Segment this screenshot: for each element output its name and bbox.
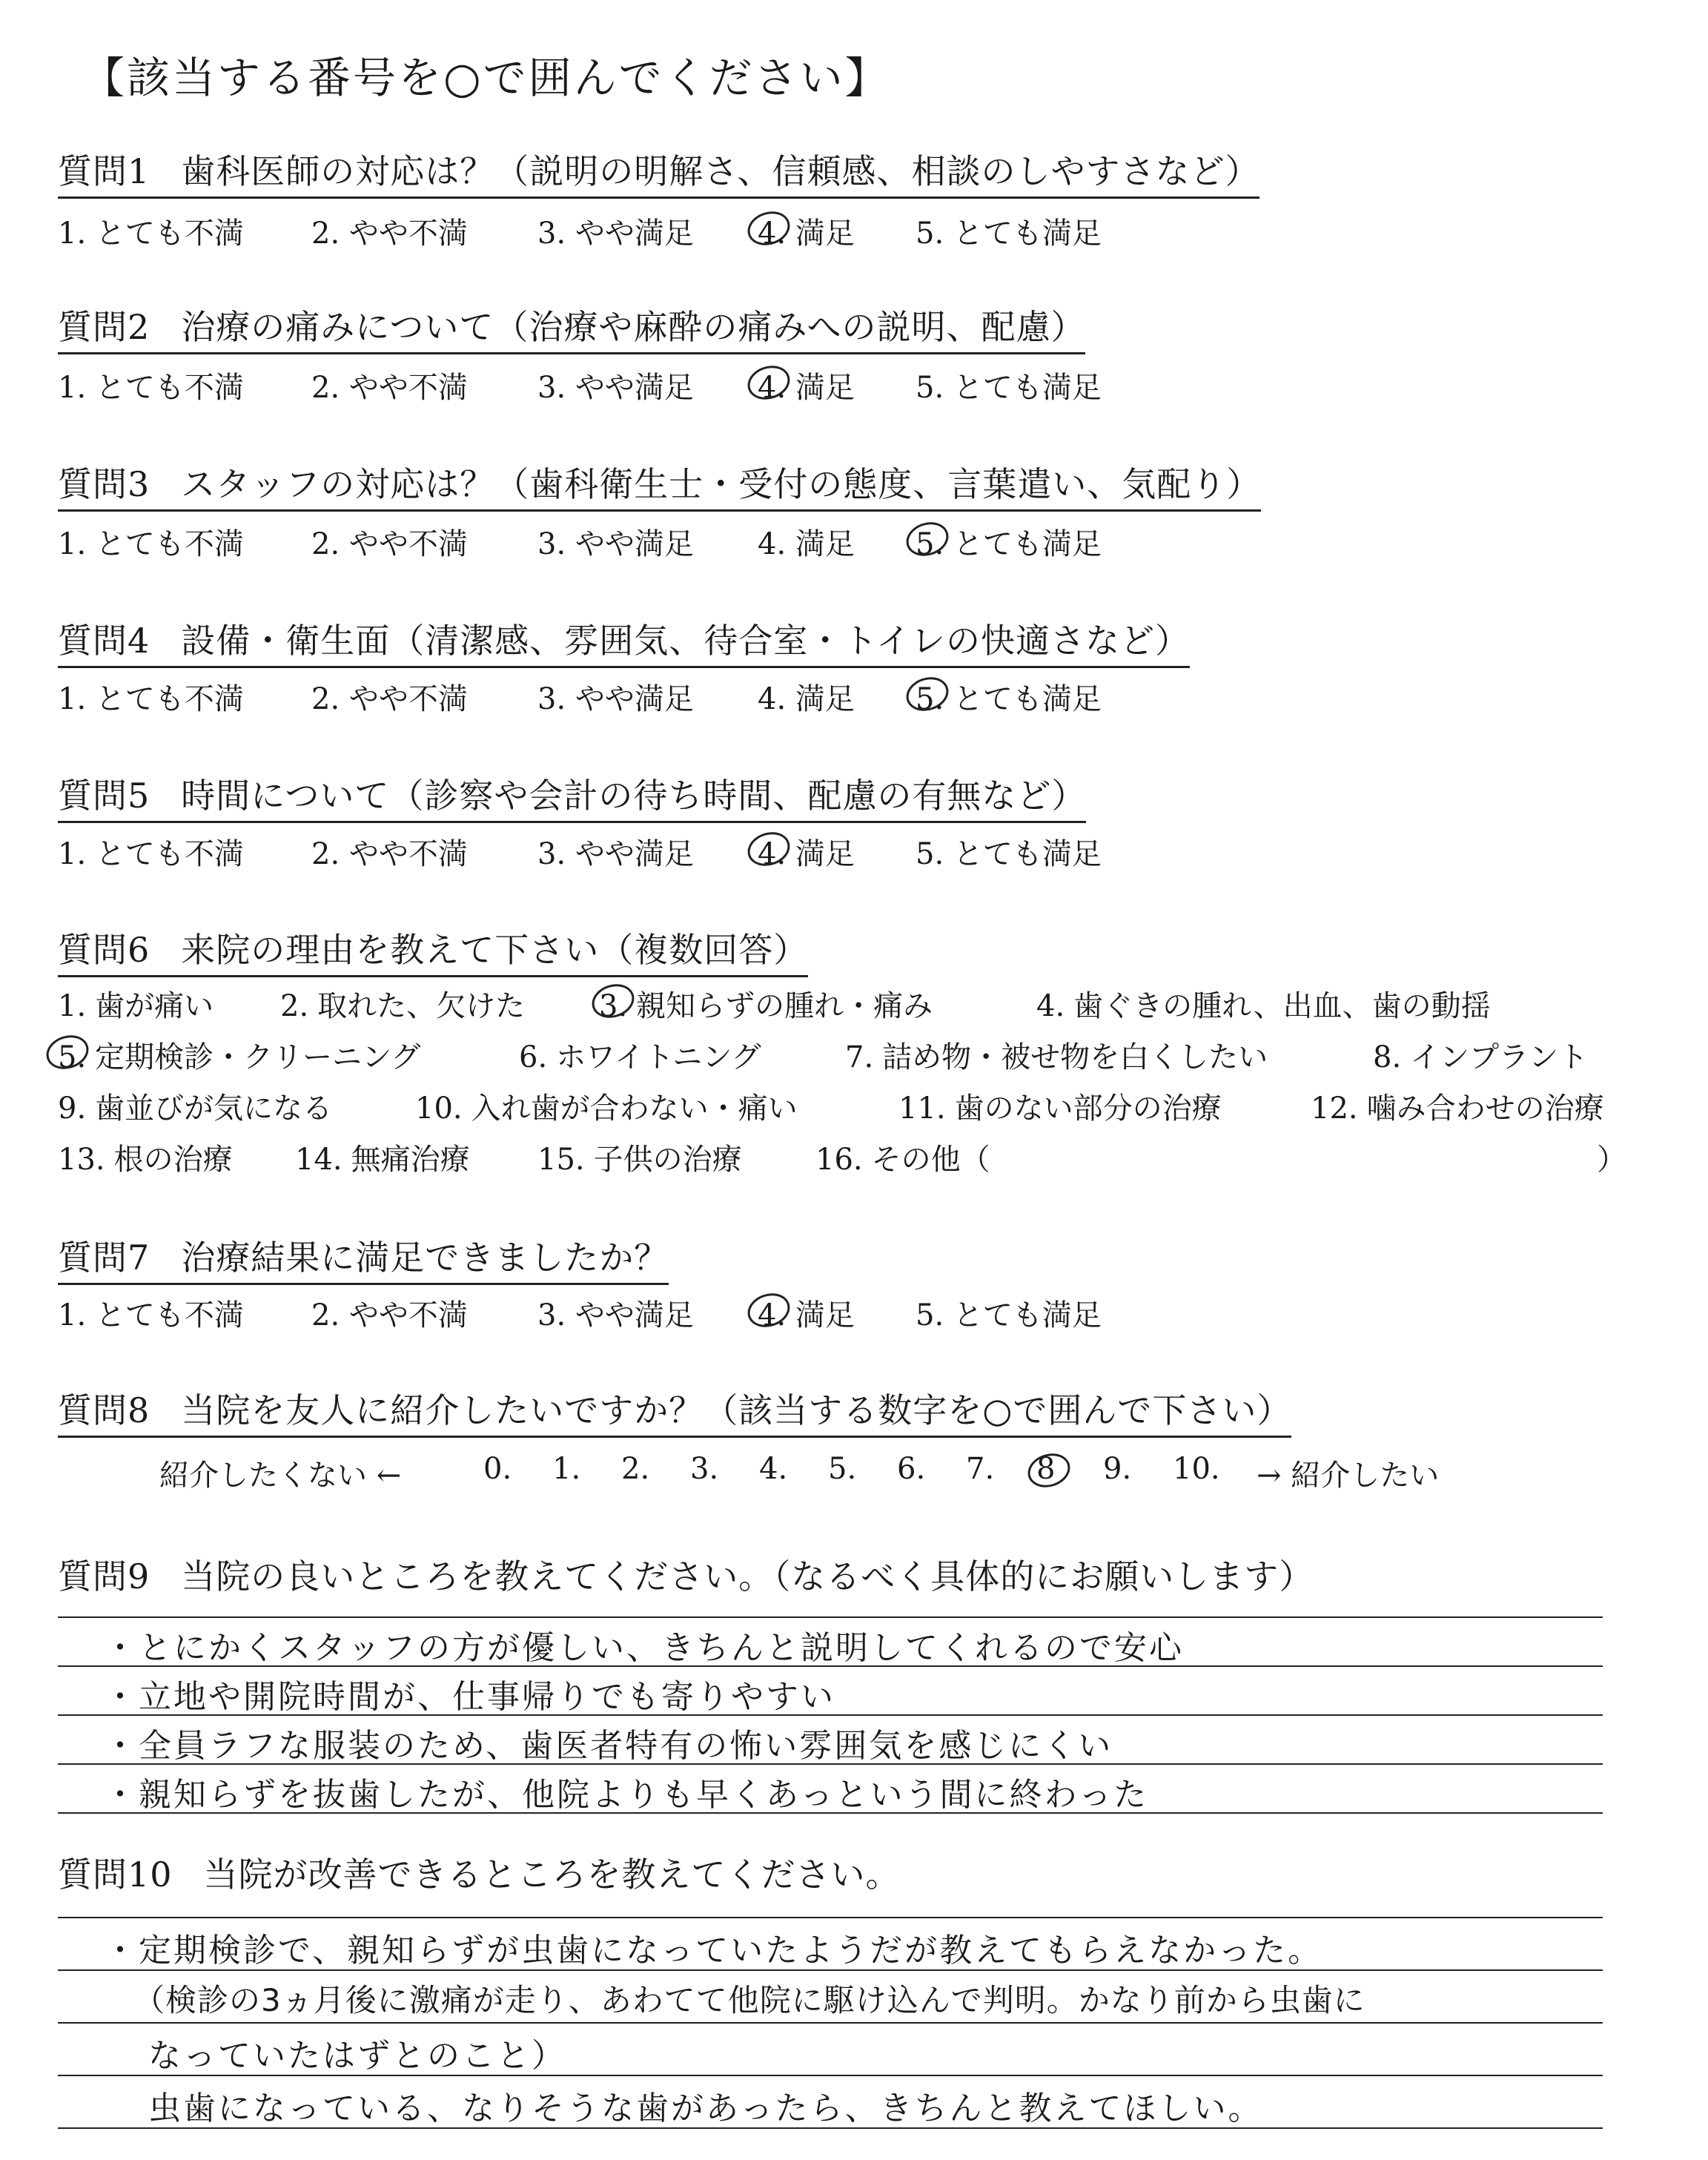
q6-option-6[interactable] <box>519 1034 761 1076</box>
q6-option-6-number: 6. <box>519 1040 548 1074</box>
q4-option-5[interactable]: 5. とても満足 <box>916 682 1102 716</box>
q5-option-1[interactable]: 1. とても不満 <box>58 837 244 871</box>
q6-option-12-label: 噛み合わせの治療 <box>1366 1091 1604 1126</box>
q10-answer-1: ・定期検診で、親知らずが虫歯になっていたようだが教えてもらえなかった。 <box>104 1932 1323 1969</box>
q6-option-16-number: 16. <box>815 1143 863 1177</box>
question-1-title <box>58 145 1260 199</box>
q6-option-1-label: 歯が痛い <box>95 989 214 1023</box>
q10-answer-line <box>58 2022 1603 2024</box>
q6-option-16-close-paren: ） <box>1597 1143 1626 1177</box>
q2-option-1[interactable]: 1. とても不満 <box>58 371 244 405</box>
q7-option-5[interactable]: 5. とても満足 <box>916 1298 1102 1332</box>
q2-option-2[interactable]: 2. やや不満 <box>311 371 468 405</box>
q6-option-13[interactable] <box>58 1136 233 1178</box>
q6-option-1[interactable] <box>58 982 214 1025</box>
question-5-text: 時間について（診察や会計の待ち時間、配慮の有無など） <box>181 776 1087 816</box>
q2-option-3[interactable]: 3. やや満足 <box>537 371 694 405</box>
q9-answer-1: ・とにかくスタッフの方が優しい、きちんと説明してくれるので安心 <box>104 1629 1184 1667</box>
q4-option-4[interactable]: 4. 満足 <box>758 682 855 716</box>
question-5-number: 質問5 <box>58 776 150 816</box>
q3-option-1[interactable]: 1. とても不満 <box>58 527 244 561</box>
question-9-text: 当院の良いところを教えてください。（なるべく具体的にお願いします） <box>181 1556 1314 1596</box>
q7-option-4[interactable]: 4. 満足 <box>758 1298 855 1332</box>
q8-scale-8[interactable]: 8 <box>1036 1452 1056 1486</box>
q6-option-14-label: 無痛治療 <box>351 1143 470 1177</box>
q6-option-8-number: 8. <box>1373 1040 1402 1074</box>
question-2-number: 質問2 <box>58 307 150 347</box>
q3-option-4[interactable]: 4. 満足 <box>758 527 855 561</box>
question-10-number: 質問10 <box>58 1855 173 1895</box>
q8-right-label: → 紹介したい <box>1257 1459 1440 1493</box>
q8-scale-7[interactable]: 7. <box>966 1452 995 1486</box>
q6-option-10-number: 10. <box>415 1091 463 1126</box>
q6-option-3-number: 3. <box>599 989 628 1023</box>
question-6-number: 質問6 <box>58 930 150 970</box>
q3-option-2[interactable]: 2. やや不満 <box>311 527 468 561</box>
q6-option-3[interactable] <box>599 982 933 1025</box>
q6-option-7-label: 詰め物・被せ物を白くしたい <box>882 1040 1268 1074</box>
q8-scale-6[interactable]: 6. <box>897 1452 926 1486</box>
q1-option-1[interactable]: 1. とても不満 <box>58 217 244 251</box>
q10-answer-2: （検診の3ヵ月後に激痛が走り、あわてて他院に駆け込んで判明。かなり前から虫歯に <box>133 1982 1366 2018</box>
q6-option-1-number: 1. <box>58 989 87 1023</box>
q7-option-2[interactable]: 2. やや不満 <box>311 1298 468 1332</box>
q6-option-12[interactable] <box>1311 1085 1604 1127</box>
q8-scale-9[interactable]: 9. <box>1103 1452 1132 1486</box>
q6-option-9-number: 9. <box>58 1091 87 1126</box>
q6-option-9[interactable] <box>58 1085 332 1127</box>
q6-option-2-number: 2. <box>280 989 309 1023</box>
q2-option-5[interactable]: 5. とても満足 <box>916 371 1102 405</box>
q8-scale-5[interactable]: 5. <box>828 1452 857 1486</box>
q4-option-3[interactable]: 3. やや満足 <box>537 682 694 716</box>
q5-option-2[interactable]: 2. やや不満 <box>311 837 468 871</box>
question-10-text: 当院が改善できるところを教えてください。 <box>203 1855 901 1895</box>
question-7-text: 治療結果に満足できましたか？ <box>181 1238 669 1278</box>
question-3-title <box>58 458 1261 512</box>
q1-option-5[interactable]: 5. とても満足 <box>916 217 1102 251</box>
question-7-title <box>58 1231 669 1285</box>
q9-answer-line <box>58 1616 1603 1618</box>
q6-option-4-number: 4. <box>1036 989 1065 1023</box>
q8-scale-0[interactable]: 0. <box>483 1452 512 1486</box>
q6-option-5-label: 定期検診・クリーニング <box>95 1040 421 1074</box>
question-7-number: 質問7 <box>58 1238 150 1278</box>
question-2-title <box>58 300 1085 354</box>
question-8-text: 当院を友人に紹介したいですか？（該当する数字を○で囲んで下さい） <box>181 1390 1292 1430</box>
question-8-title <box>58 1384 1291 1438</box>
q6-option-2-label: 取れた、欠けた <box>317 989 526 1023</box>
q6-option-11-label: 歯のない部分の治療 <box>954 1091 1222 1126</box>
question-9-title <box>58 1550 1314 1602</box>
q3-option-3[interactable]: 3. やや満足 <box>537 527 694 561</box>
q6-option-9-label: 歯並びが気になる <box>95 1091 333 1126</box>
q6-option-12-number: 12. <box>1311 1091 1358 1126</box>
q6-option-7-number: 7. <box>845 1040 874 1074</box>
q8-scale-4[interactable]: 4. <box>759 1452 788 1486</box>
q6-option-14-number: 14. <box>295 1143 342 1177</box>
q6-option-4-label: 歯ぐきの腫れ、出血、歯の動揺 <box>1073 989 1491 1023</box>
q8-scale-10[interactable]: 10. <box>1173 1452 1220 1486</box>
question-4-number: 質問4 <box>58 621 150 661</box>
q1-option-4[interactable]: 4. 満足 <box>758 217 855 251</box>
q6-option-3-label: 親知らずの腫れ・痛み <box>636 989 933 1023</box>
q6-option-2[interactable] <box>280 982 525 1025</box>
q3-option-5[interactable]: 5. とても満足 <box>916 527 1102 561</box>
q6-option-4[interactable] <box>1036 982 1491 1025</box>
question-5-title <box>58 769 1086 823</box>
q6-option-13-number: 13. <box>58 1143 105 1177</box>
question-4-title <box>58 614 1190 668</box>
q4-option-2[interactable]: 2. やや不満 <box>311 682 468 716</box>
q9-answer-4: ・親知らずを抜歯したが、他院よりも早くあっという間に終わった <box>104 1776 1149 1814</box>
q1-option-3[interactable]: 3. やや満足 <box>537 217 694 251</box>
q6-option-5-number: 5. <box>58 1040 87 1074</box>
q2-option-4[interactable]: 4. 満足 <box>758 371 855 405</box>
question-6-title <box>58 923 808 977</box>
question-8-number: 質問8 <box>58 1390 150 1430</box>
q8-left-label: 紹介したくない ← <box>159 1459 402 1493</box>
q8-scale-3[interactable]: 3. <box>690 1452 719 1486</box>
q5-option-5[interactable]: 5. とても満足 <box>916 837 1102 871</box>
q10-answer-3: なっていたはずとのこと） <box>148 2037 566 2075</box>
q6-option-14[interactable] <box>295 1136 470 1178</box>
q5-option-4[interactable]: 4. 満足 <box>758 837 855 871</box>
question-6-text: 来院の理由を教えて下さい（複数回答） <box>181 930 809 970</box>
q6-option-13-label: 根の治療 <box>113 1143 233 1177</box>
question-1-number: 質問1 <box>58 151 150 191</box>
q7-option-3[interactable]: 3. やや満足 <box>537 1298 694 1332</box>
question-3-text: スタッフの対応は？（歯科衛生士・受付の態度、言葉遣い、気配り） <box>181 464 1262 504</box>
q6-option-15[interactable] <box>537 1136 742 1178</box>
q6-option-5[interactable] <box>58 1034 420 1076</box>
instruction-heading: 【該当する番号を○で囲んでください】 <box>82 53 890 103</box>
q6-option-6-label: ホワイトニング <box>556 1040 761 1074</box>
question-2-text: 治療の痛みについて（治療や麻酔の痛みへの説明、配慮） <box>181 307 1086 347</box>
q9-answer-3: ・全員ラフな服装のため、歯医者特有の怖い雰囲気を感じにくい <box>104 1727 1113 1765</box>
q6-option-7[interactable] <box>845 1034 1268 1076</box>
q6-option-10[interactable] <box>415 1085 798 1127</box>
q8-scale-2[interactable]: 2. <box>621 1452 650 1486</box>
q8-scale-1[interactable]: 1. <box>552 1452 581 1486</box>
q6-option-16[interactable] <box>815 1136 990 1178</box>
question-10-title <box>58 1848 901 1900</box>
q6-option-15-label: 子供の治療 <box>593 1143 742 1177</box>
q6-option-15-number: 15. <box>537 1143 585 1177</box>
q1-option-2[interactable]: 2. やや不満 <box>311 217 468 251</box>
q6-option-11[interactable] <box>898 1085 1222 1127</box>
question-3-number: 質問3 <box>58 464 150 504</box>
q6-option-16-label: その他（ <box>871 1143 990 1177</box>
q6-option-11-number: 11. <box>898 1091 946 1126</box>
q4-option-1[interactable]: 1. とても不満 <box>58 682 244 716</box>
q7-option-1[interactable]: 1. とても不満 <box>58 1298 244 1332</box>
q5-option-3[interactable]: 3. やや満足 <box>537 837 694 871</box>
q9-answer-2: ・立地や開院時間が、仕事帰りでも寄りやすい <box>104 1678 835 1716</box>
q10-answer-line <box>58 1917 1603 1918</box>
question-1-text: 歯科医師の対応は？（説明の明解さ、信頼感、相談のしやすさなど） <box>181 151 1260 191</box>
question-9-number: 質問9 <box>58 1556 150 1596</box>
question-4-text: 設備・衛生面（清潔感、雰囲気、待合室・トイレの快適さなど） <box>181 621 1190 661</box>
q10-answer-4: 虫歯になっている、なりそうな歯があったら、きちんと教えてほしい。 <box>148 2090 1263 2127</box>
q6-option-10-label: 入れ歯が合わない・痛い <box>471 1091 798 1126</box>
q6-option-8[interactable] <box>1373 1034 1588 1076</box>
q6-option-8-label: インプラント <box>1410 1040 1589 1074</box>
